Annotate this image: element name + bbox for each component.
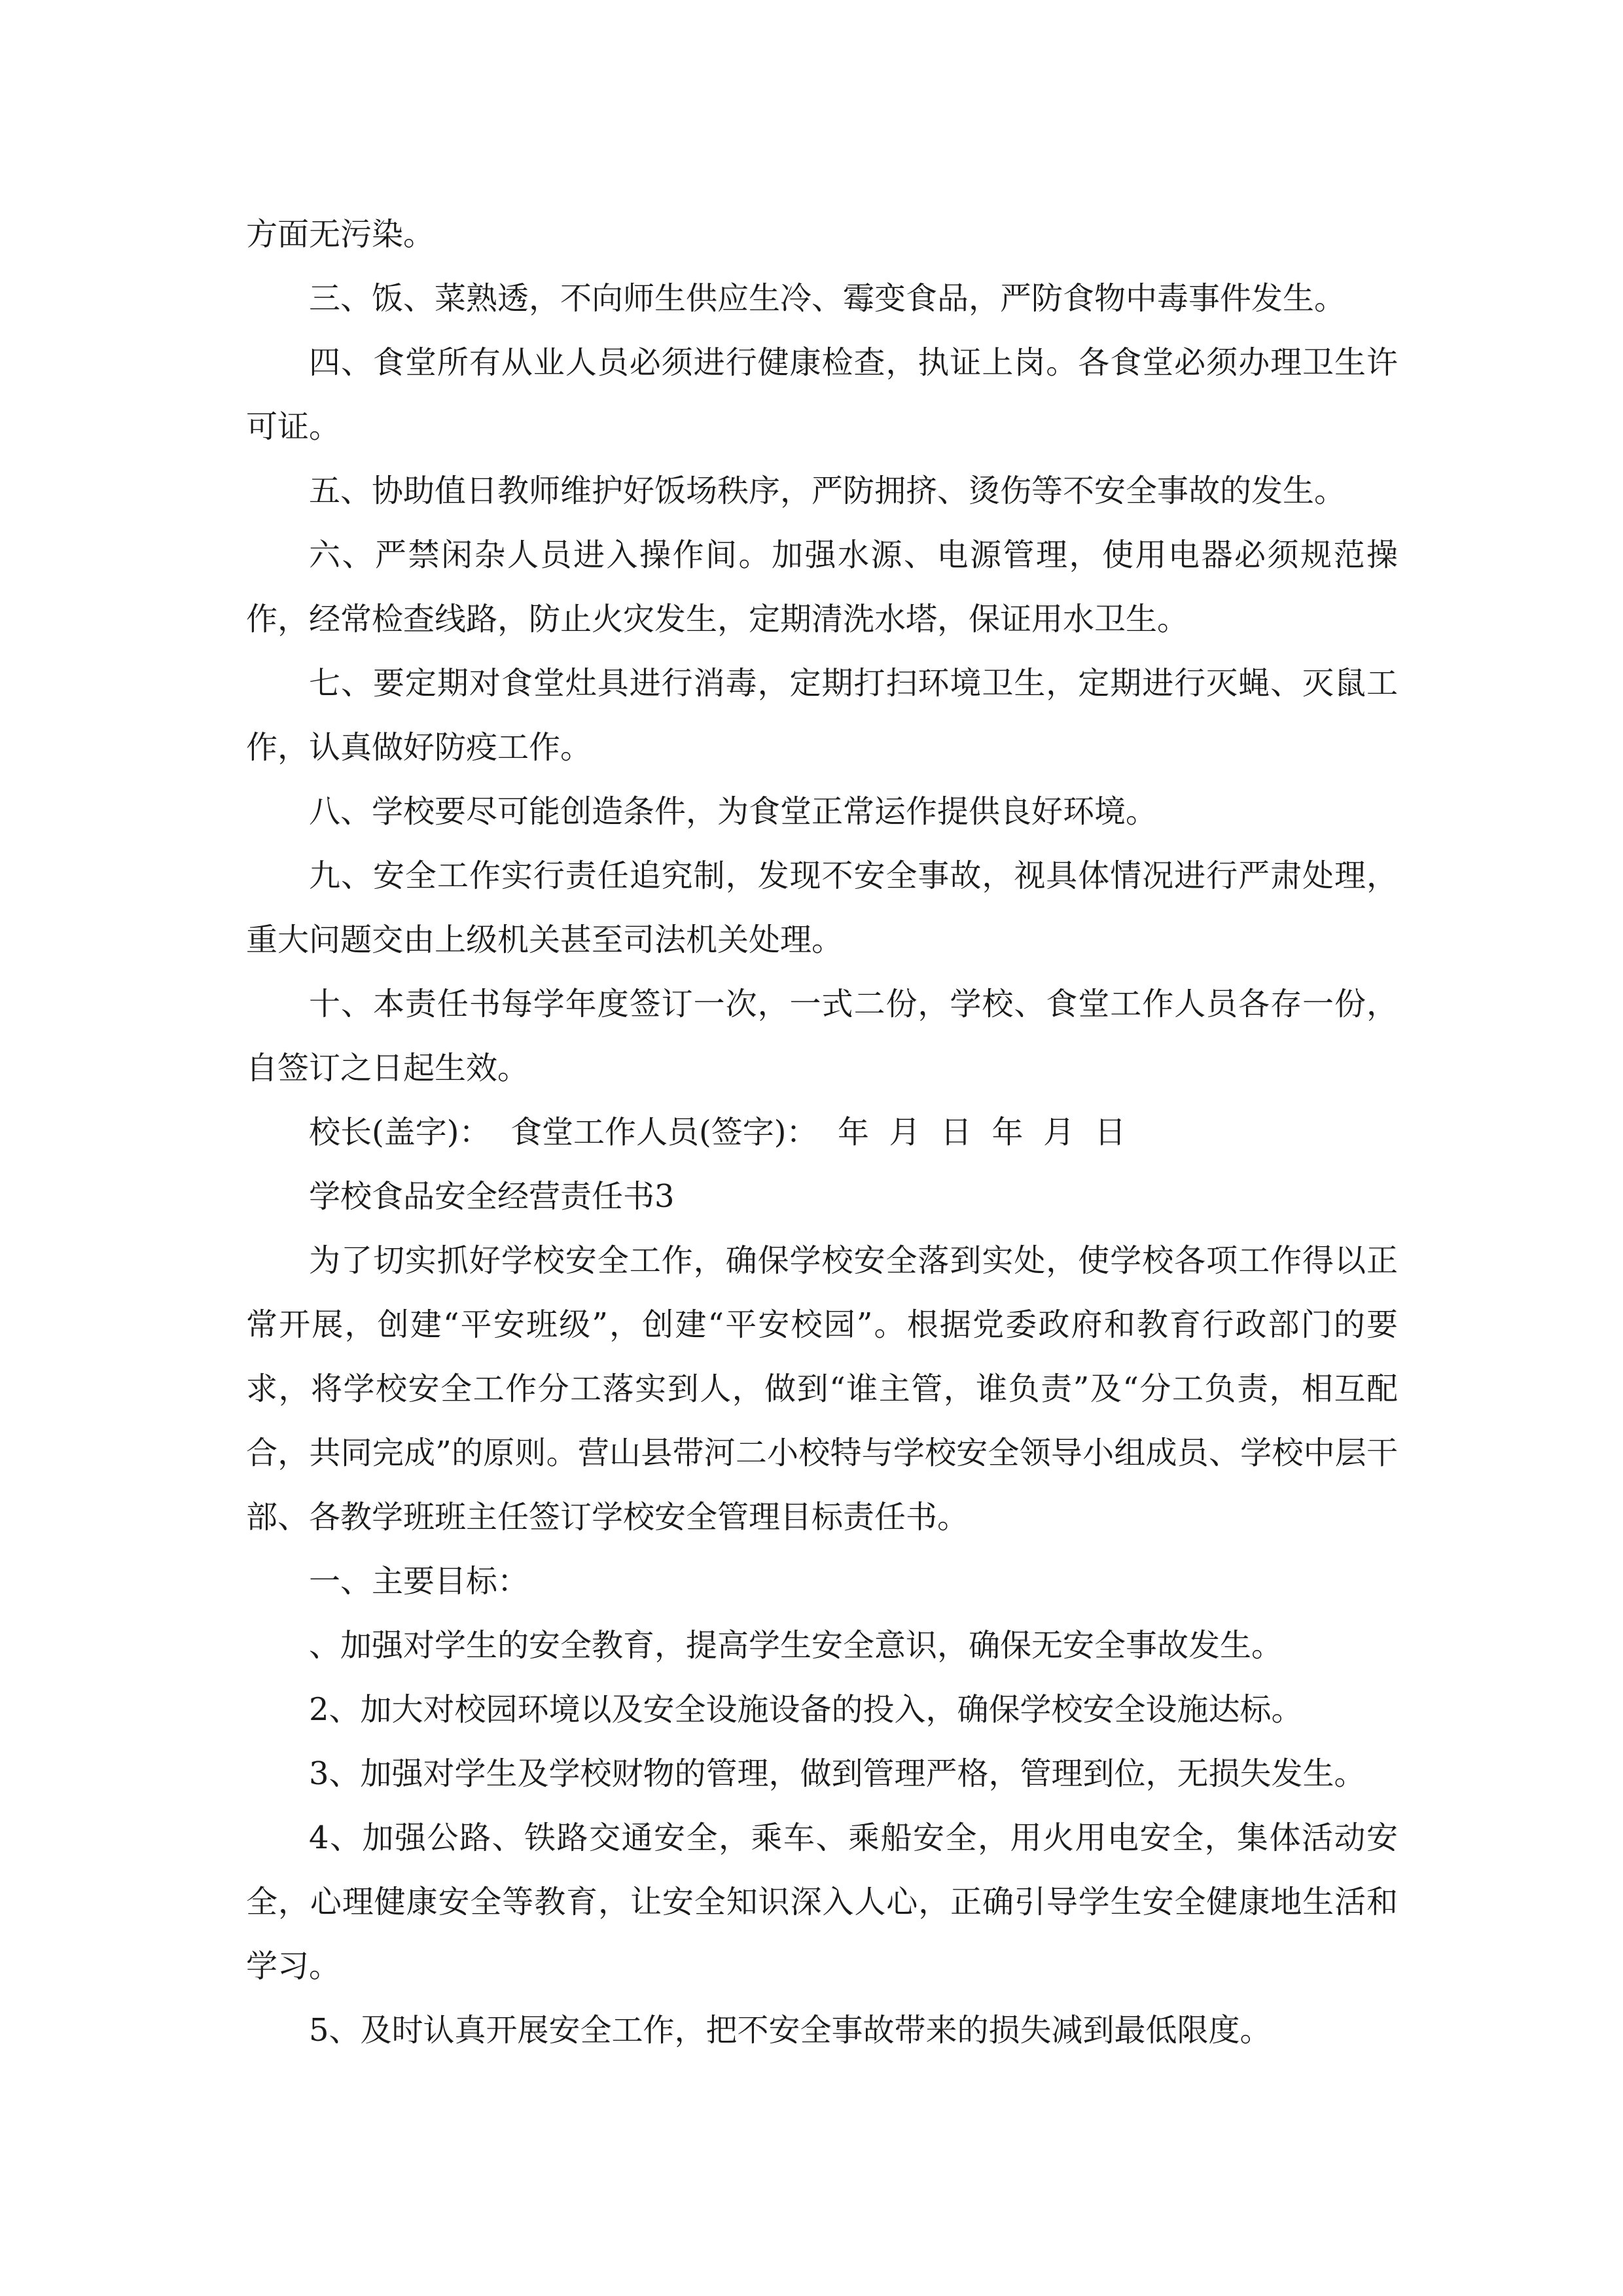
goal-item-2: 2、加大对校园环境以及安全设施设备的投入，确保学校安全设施达标。 xyxy=(309,1691,1303,1728)
signature-line: 校长(盖字)： 食堂工作人员(签字)： 年 月 日 年 月 日 xyxy=(309,1114,1126,1151)
goal-item-4: 4、加强公路、铁路交通安全，乘车、乘船安全，用火用电安全，集体活动安全，心理健康安全等教育，让安全知识深入人心，正确引导学生安全健康地生活和学习。 xyxy=(246,1820,1398,1984)
section-title: 学校食品安全经营责任书3 xyxy=(309,1178,675,1215)
document-body xyxy=(246,202,1398,2062)
goal-item-1: 、加强对学生的安全教育，提高学生安全意识，确保无安全事故发生。 xyxy=(309,1627,1283,1664)
paragraph-item-6: 六、严禁闲杂人员进入操作间。加强水源、电源管理，使用电器必须规范操作，经常检查线路，防止火灾发生，定期清洗水塔，保证用水卫生。 xyxy=(246,537,1398,637)
paragraph-item-5: 五、协助值日教师维护好饭场秩序，严防拥挤、烫伤等不安全事故的发生。 xyxy=(309,473,1346,509)
paragraph-item-4: 四、食堂所有从业人员必须进行健康检查，执证上岗。各食堂必须办理卫生许可证。 xyxy=(246,344,1398,445)
paragraph-item-8: 八、学校要尽可能创造条件，为食堂正常运作提供良好环境。 xyxy=(309,793,1158,830)
paragraph-item-9: 九、安全工作实行责任追究制，发现不安全事故，视具体情况进行严肃处理，重大问题交由上级机关甚至司法机关处理。 xyxy=(246,857,1398,958)
paragraph-item-7: 七、要定期对食堂灶具进行消毒，定期打扫环境卫生，定期进行灭蝇、灭鼠工作，认真做好防疫工作。 xyxy=(246,665,1398,766)
paragraph-continuation: 方面无污染。 xyxy=(246,216,435,253)
paragraph-item-3: 三、饭、菜熟透，不向师生供应生冷、霉变食品，严防食物中毒事件发生。 xyxy=(309,280,1346,317)
goal-item-3: 3、加强对学生及学校财物的管理，做到管理严格，管理到位，无损失发生。 xyxy=(309,1755,1366,1792)
paragraph-intro: 为了切实抓好学校安全工作，确保学校安全落到实处，使学校各项工作得以正常开展，创建“平安班级”，创建“平安校园”。根据党委政府和教育行政部门的要求，将学校安全工作分工落实到人，做到“谁主管，谁负责”及“分工负责，相互配合，共同完成”的原则。营山县带河二小校特与学校安全领导小组成员、学校中层干部、各教学班班主任签订学校安全管理目标责任书。 xyxy=(246,1242,1398,1535)
goal-item-5: 5、及时认真开展安全工作，把不安全事故带来的损失减到最低限度。 xyxy=(309,2012,1272,2049)
paragraph-item-10: 十、本责任书每学年度签订一次，一式二份，学校、食堂工作人员各存一份，自签订之日起生效。 xyxy=(246,986,1398,1086)
subheading-main-goals: 一、主要目标： xyxy=(309,1563,529,1600)
